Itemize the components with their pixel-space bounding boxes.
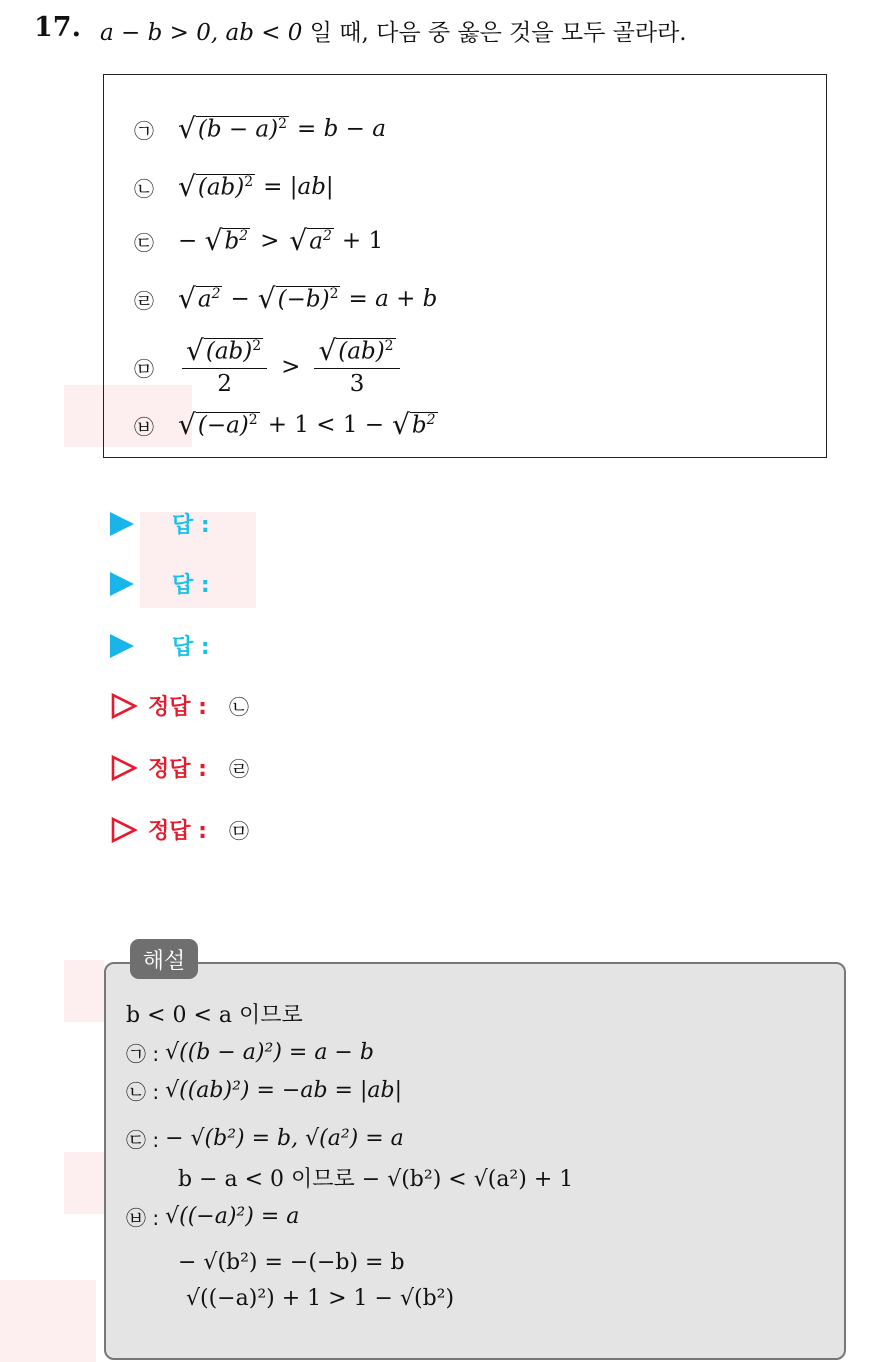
play-icon xyxy=(110,634,134,658)
solution-mark: ㉠ : xyxy=(126,1042,160,1066)
correct-answer-1 xyxy=(110,690,249,721)
background-smudge xyxy=(0,1280,96,1362)
answer-label: 답 : xyxy=(172,635,210,660)
minus-sign: − xyxy=(178,228,205,254)
sqrt-expression: √ $(b - a)^2$ xyxy=(178,112,288,145)
answer-blank-1 xyxy=(110,508,210,539)
sqrt-expression: √ $b^2$ xyxy=(392,408,436,441)
correct-answer-label: 정답 : xyxy=(148,819,207,844)
answer-label: 답 : xyxy=(172,573,210,598)
solution-line xyxy=(126,1202,299,1231)
solution-line: b < 0 < a 이므로 xyxy=(126,1003,303,1028)
answer-blank-3 xyxy=(110,630,210,661)
sqrt-expression: √ $a^2$ xyxy=(289,224,332,257)
background-smudge xyxy=(64,1152,104,1214)
choice-mark: ㉠ xyxy=(134,118,154,143)
choice-2 xyxy=(134,167,334,207)
correct-answer-2 xyxy=(110,752,249,783)
solution-mark: ㉥ : xyxy=(126,1206,160,1230)
correct-answer-value: ㉡ xyxy=(228,695,249,719)
sqrt-expression: √ $a^2$ xyxy=(178,282,221,315)
choice-6 xyxy=(134,405,438,445)
choice-rhs: = b − a xyxy=(297,116,386,142)
sqrt-expression: √ $(-b)^2$ xyxy=(257,282,339,315)
operator: + 1 < 1 − xyxy=(267,412,385,438)
play-icon xyxy=(110,572,134,596)
solution-line xyxy=(126,1038,374,1067)
correct-answer-value: ㉤ xyxy=(228,819,249,843)
solution-mark: ㉢ : xyxy=(126,1128,160,1152)
choice-mark: ㉣ xyxy=(134,288,154,313)
solution-expr: √((ab)²) = −ab = |ab| xyxy=(165,1078,402,1103)
solution-line: √((−a)²) + 1 > 1 − √(b²) xyxy=(186,1286,455,1311)
outline-triangle-icon xyxy=(110,816,138,844)
choice-3 xyxy=(134,221,383,261)
sqrt-expression: √ (ab)$^2$ xyxy=(178,170,254,203)
choice-rhs: = |ab| xyxy=(263,174,334,200)
correct-answer-label: 정답 : xyxy=(148,695,207,720)
outline-triangle-icon xyxy=(110,692,138,720)
question-condition: a − b > 0, ab < 0 xyxy=(100,20,303,46)
solution-expr: − √(b²) = b, √(a²) = a xyxy=(165,1126,404,1151)
solution-mark: ㉡ : xyxy=(126,1080,160,1104)
operator: > xyxy=(260,228,280,254)
solution-expr: √((−a)²) = a xyxy=(165,1204,300,1229)
fraction: √ (ab)$^2$ 3 xyxy=(314,337,399,397)
choice-5 xyxy=(134,329,404,405)
question-number: 17. xyxy=(34,12,81,43)
choice-4 xyxy=(134,279,437,319)
choices-box xyxy=(103,74,827,458)
background-smudge xyxy=(64,960,104,1022)
solution-tag: 해설 xyxy=(130,939,198,979)
solution-line: b − a < 0 이므로 − √(b²) < √(a²) + 1 xyxy=(178,1167,574,1192)
operator: > xyxy=(281,354,301,380)
answer-label: 답 : xyxy=(172,513,210,538)
solution-line xyxy=(126,1076,402,1105)
play-icon xyxy=(110,512,134,536)
choice-mark: ㉤ xyxy=(134,356,154,381)
correct-answer-value: ㉣ xyxy=(228,757,249,781)
choice-mark: ㉡ xyxy=(134,176,154,201)
sqrt-expression: √ $b^2$ xyxy=(204,224,249,257)
question-prompt: 일 때, 다음 중 옳은 것을 모두 골라라. xyxy=(309,20,687,46)
choice-1 xyxy=(134,109,386,149)
choice-rhs: + 1 xyxy=(341,228,384,254)
solution-box xyxy=(104,962,846,1360)
answer-blank-2 xyxy=(110,568,210,599)
choice-mark: ㉥ xyxy=(134,414,154,439)
correct-answer-3 xyxy=(110,814,249,845)
correct-answer-label: 정답 : xyxy=(148,757,207,782)
solution-line: − √(b²) = −(−b) = b xyxy=(178,1250,405,1275)
choice-mark: ㉢ xyxy=(134,230,154,255)
fraction: √ (ab)$^2$ 2 xyxy=(182,337,267,397)
choice-rhs: = a + b xyxy=(348,286,438,312)
sqrt-expression: √ $(-a)^2$ xyxy=(178,408,258,441)
solution-line xyxy=(126,1124,404,1153)
outline-triangle-icon xyxy=(110,754,138,782)
question-text xyxy=(100,14,687,47)
operator: − xyxy=(230,286,250,312)
solution-expr: √((b − a)²) = a − b xyxy=(165,1040,374,1065)
